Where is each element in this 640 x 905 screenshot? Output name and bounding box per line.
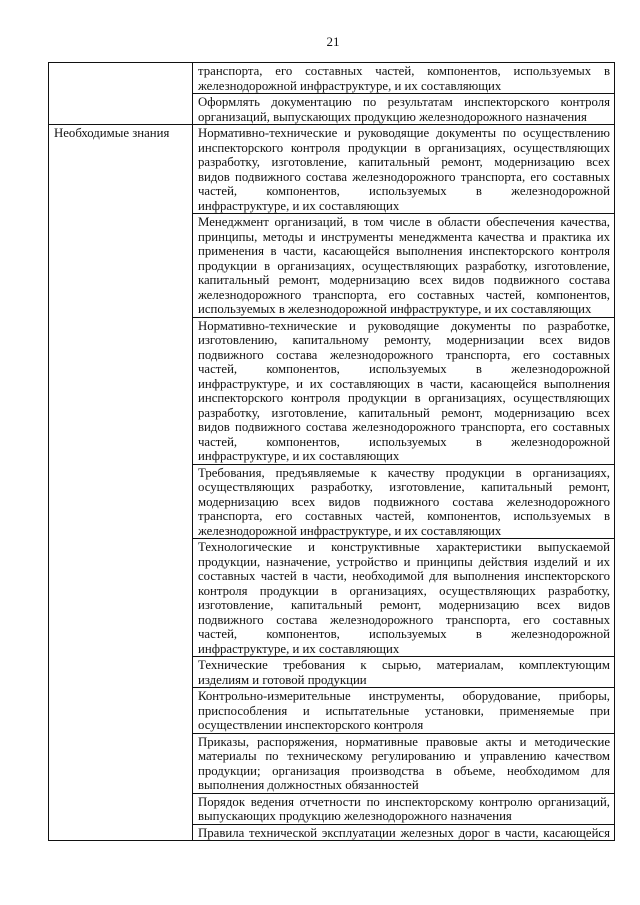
text-line: Технические требования к сырью, материалам, комплектующим (198, 658, 610, 672)
text-line: Порядок ведения отчетности по инспекторскому контролю организаций, (198, 794, 610, 809)
requirements-table (48, 62, 615, 841)
text-line: Менеджмент организаций, в том числе в области обеспечения качества, (198, 215, 610, 229)
table-cell (193, 318, 614, 465)
text-line: принципы, методы и инструменты менеджмента качества и практика их (198, 229, 610, 244)
text-line: изготовлению, капитальному ремонту, модернизации всех видов (198, 333, 610, 347)
text-line: частей, компонентов, используемых в железнодорожной (198, 627, 610, 641)
table-cell (193, 825, 614, 841)
text-line: используемых в железнодорожной инфраструктуре, и их составляющих (198, 302, 592, 316)
text-line: выполнения должностных обязанностей (198, 778, 419, 792)
table-section (49, 125, 614, 841)
text-line: изделиям и готовой продукции (198, 672, 367, 687)
section-label-cell (49, 125, 193, 840)
table-cell (193, 465, 614, 540)
text-line: частей, компонентов, используемых в железнодорожной (198, 184, 610, 198)
table-cell (193, 734, 614, 794)
text-line: материалы по техническому регулированию и управлению качеством (198, 749, 610, 763)
text-line: Нормативно-технические и руководящие документы по осуществлению (198, 126, 610, 140)
text-line: приспособления и испытательные установки, применяемые при (198, 703, 610, 718)
text-line: Технологические и конструктивные характеристики выпускаемой (198, 540, 610, 554)
table-cell (193, 688, 614, 734)
text-line: инспекторского контроля продукции в организациях, осуществляющих (198, 140, 610, 155)
text-line: выпускающих продукцию железнодорожного назначения (198, 809, 512, 823)
text-line: инспекторского контроля продукции в организациях, осуществляющих (198, 391, 610, 405)
text-line: Нормативно-технические и руководящие документы по разработке, (198, 318, 610, 333)
section-content (193, 63, 614, 124)
page-number: 21 (326, 34, 340, 49)
section-label-cell (49, 63, 193, 124)
text-line: инфраструктуре, и их составляющих (198, 641, 400, 656)
text-line: продукции в организациях, осуществляющих разработку, изготовление, (198, 258, 610, 273)
text-line: железнодорожного транспорта, его составных частей, компонентов, (198, 287, 610, 302)
section-content (193, 125, 614, 840)
table-cell (193, 214, 614, 318)
table-cell (193, 657, 614, 688)
text-line: продукции; организация производства в объеме, необходимом для (198, 763, 610, 778)
table-cell (193, 125, 614, 214)
table-cell (193, 539, 614, 657)
text-line: видов подвижного состава железнодорожного транспорта, его составных (198, 169, 610, 184)
text-line: осуществляющих разработку, изготовление, капитальный ремонт, (198, 480, 610, 494)
text-line: инфраструктуре, и их составляющих в части, касающейся выполнения (198, 376, 610, 391)
table-cell (193, 94, 614, 124)
text-line: составных частей в части, необходимой для выполнения инспекторского (198, 569, 610, 583)
text-line: частей, компонентов, используемых в железнодорожной (198, 434, 610, 449)
section-label: Необходимые знания (54, 126, 170, 140)
text-line: изготовление, капитальный ремонт, модернизацию всех видов (198, 598, 610, 612)
text-line: модернизацию всех видов подвижного состава железнодорожного (198, 494, 610, 509)
text-line: разработку, изготовление, капитальный ремонт, модернизацию всех (198, 155, 610, 169)
text-line: транспорта, его составных частей, компонентов, используемых в (198, 64, 610, 78)
text-line: Приказы, распоряжения, нормативные правовые акты и методические (198, 734, 610, 749)
text-line: Требования, предъявляемые к качеству продукции в организациях, (198, 465, 610, 480)
text-line: железнодорожной инфраструктуре, и их составляющих (198, 523, 502, 538)
table-section (49, 63, 614, 125)
text-line: железнодорожной инфраструктуре, и их составляющих (198, 78, 502, 93)
table-cell (193, 63, 614, 94)
text-line: осуществлении инспекторского контроля (198, 718, 424, 732)
text-line: продукции, назначение, устройство и принципы действия изделий и их (198, 554, 610, 569)
text-line: транспорта, его составных частей, компонентов, используемых в (198, 509, 610, 523)
text-line: подвижного состава железнодорожного транспорта, его составных (198, 612, 610, 627)
text-line: инфраструктуре, и их составляющих (198, 449, 400, 463)
text-line: инфраструктуре, и их составляющих (198, 198, 400, 213)
text-line: Оформлять документацию по результатам инспекторского контроля (198, 95, 610, 109)
text-line: применения в части, касающейся выполнения инспекторского контроля (198, 244, 610, 258)
text-line: Контрольно-измерительные инструменты, оборудование, приборы, (198, 689, 610, 703)
text-line: видов подвижного состава железнодорожного транспорта, его составных (198, 420, 610, 434)
text-line: разработку, изготовление, капитальный ремонт, модернизацию всех (198, 405, 610, 420)
text-line: частей, компонентов, используемых в железнодорожной (198, 362, 610, 376)
text-line: капитальный ремонт, модернизацию всех видов подвижного состава (198, 273, 610, 287)
text-line: организаций, выпускающих продукцию железнодорожного назначения (198, 109, 587, 124)
text-line: контроля продукции в организациях, осуществляющих разработку, (198, 583, 610, 598)
text-line: Правила технической эксплуатации железных дорог в части, касающейся (198, 825, 610, 840)
text-line: подвижного состава железнодорожного транспорта, его составных (198, 347, 610, 362)
table-cell (193, 794, 614, 825)
